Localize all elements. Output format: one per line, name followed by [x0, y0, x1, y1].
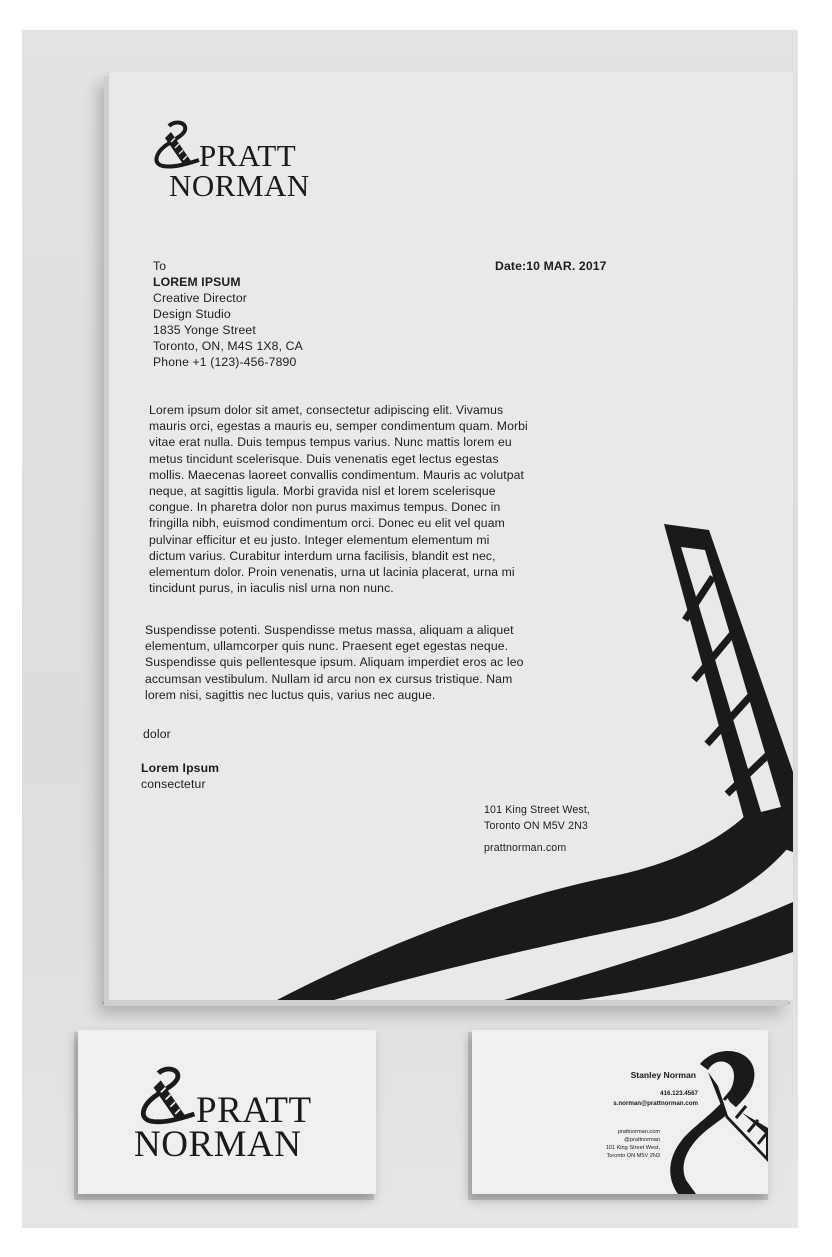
paragraph-line: Lorem ipsum dolor sit amet, consectetur adipiscing elit. Vivamus [149, 403, 504, 417]
body-paragraph-2 [145, 622, 524, 703]
paragraph-line: pulvinar efficitur et eu justo. Integer elementum elementum mi [149, 532, 490, 547]
paragraph-line: Suspendisse potenti. Suspendisse metus massa, aliquam a aliquet [145, 623, 514, 637]
card-name: Stanley Norman [630, 1070, 696, 1080]
card-address-line: 101 King Street West, [605, 1145, 660, 1151]
body-paragraph-1 [149, 402, 528, 596]
paragraph-line: congue. In pharetra dolor non purus maximus tempus. Donec in [149, 500, 501, 515]
footer-address-line: 101 King Street West, [484, 804, 591, 816]
paragraph-line: dictum varius. Curabitur interdum urna facilisis, blandit est nec, [149, 548, 496, 563]
card-phone: 416.123.4567 [660, 1090, 698, 1097]
recipient-line: Creative Director [153, 291, 247, 305]
brand-logo [147, 120, 310, 203]
recipient-line: 1835 Yonge Street [153, 323, 256, 337]
brand-word-norman: NORMAN [134, 1124, 302, 1165]
paragraph-line: vitae erat nulla. Duis tempus tempus varius. Nunc mattis lorem eu [149, 435, 512, 450]
signature-name: Lorem Ipsum [141, 761, 220, 775]
paragraph-line: lorem nisi, sagittis nec luctus quis, varius nec augue. [145, 687, 436, 702]
brand-word-pratt: PRATT [196, 1090, 312, 1131]
paragraph-line: elementum, ullamcorper quis nunc. Praesent eget egestas neque. [145, 639, 509, 654]
recipient-line: Design Studio [153, 307, 231, 321]
paragraph-line: tincidunt purus, in iaculis nisl urna non nunc. [149, 581, 394, 596]
ampersand-logo-icon [132, 1066, 204, 1126]
card-brand-logo [132, 1066, 332, 1165]
mockup-scene [22, 30, 798, 1228]
card-address-line: Toronto ON M5V 2N3 [606, 1153, 660, 1159]
card-ampersand-graphic [472, 1030, 768, 1194]
footer-address-line: Toronto ON M5V 2N3 [484, 820, 588, 832]
card-email: s.norman@prattnorman.com [613, 1100, 698, 1107]
brand-word-pratt: PRATT [199, 138, 297, 173]
ampersand-logo-icon [147, 120, 207, 170]
closing-word: dolor [143, 727, 171, 741]
card-website: prattnorman.com [617, 1129, 660, 1135]
recipient-line: Toronto, ON, M4S 1X8, CA [153, 339, 303, 353]
paragraph-line: accumsan vestibulum. Nullam id arcu non ex cursus tristique. Nam [145, 671, 513, 686]
footer-website: prattnorman.com [484, 842, 567, 854]
letterhead-page [108, 72, 793, 1000]
recipient-line: Phone +1 (123)-456-7890 [153, 355, 297, 369]
paragraph-line: mollis. Maecenas laoreet convallis condimentum. Mauris ac volutpat [149, 467, 525, 482]
recipient-name: LOREM IPSUM [153, 275, 241, 289]
business-card-front [78, 1030, 376, 1194]
letter-date: Date:10 MAR. 2017 [495, 259, 607, 273]
paragraph-line: fringilla nibh, euismod condimentum orci. Donec eu elit vel quam [149, 516, 505, 531]
paragraph-line: metus tincidunt scelerisque. Duis venenatis eget lectus egestas [149, 451, 499, 466]
paragraph-line: neque, at sagittis ligula. Morbi gravida nisl et lorem scelerisque [149, 484, 496, 499]
to-label: To [153, 259, 167, 273]
paragraph-line: Suspendisse quis pellentesque ipsum. Aliquam imperdiet eros ac leo [145, 655, 524, 670]
paragraph-line: elementum dolor. Proin venenatis, urna ut lacinia placerat, urna mi [149, 565, 515, 580]
signature-title: consectetur [141, 777, 206, 791]
card-handle: @prattnorman [624, 1137, 660, 1143]
paragraph-line: mauris orci, egestas a mauris eu, semper condimentum quam. Morbi [149, 419, 528, 434]
brand-word-norman: NORMAN [169, 168, 310, 203]
business-card-back [472, 1030, 768, 1194]
